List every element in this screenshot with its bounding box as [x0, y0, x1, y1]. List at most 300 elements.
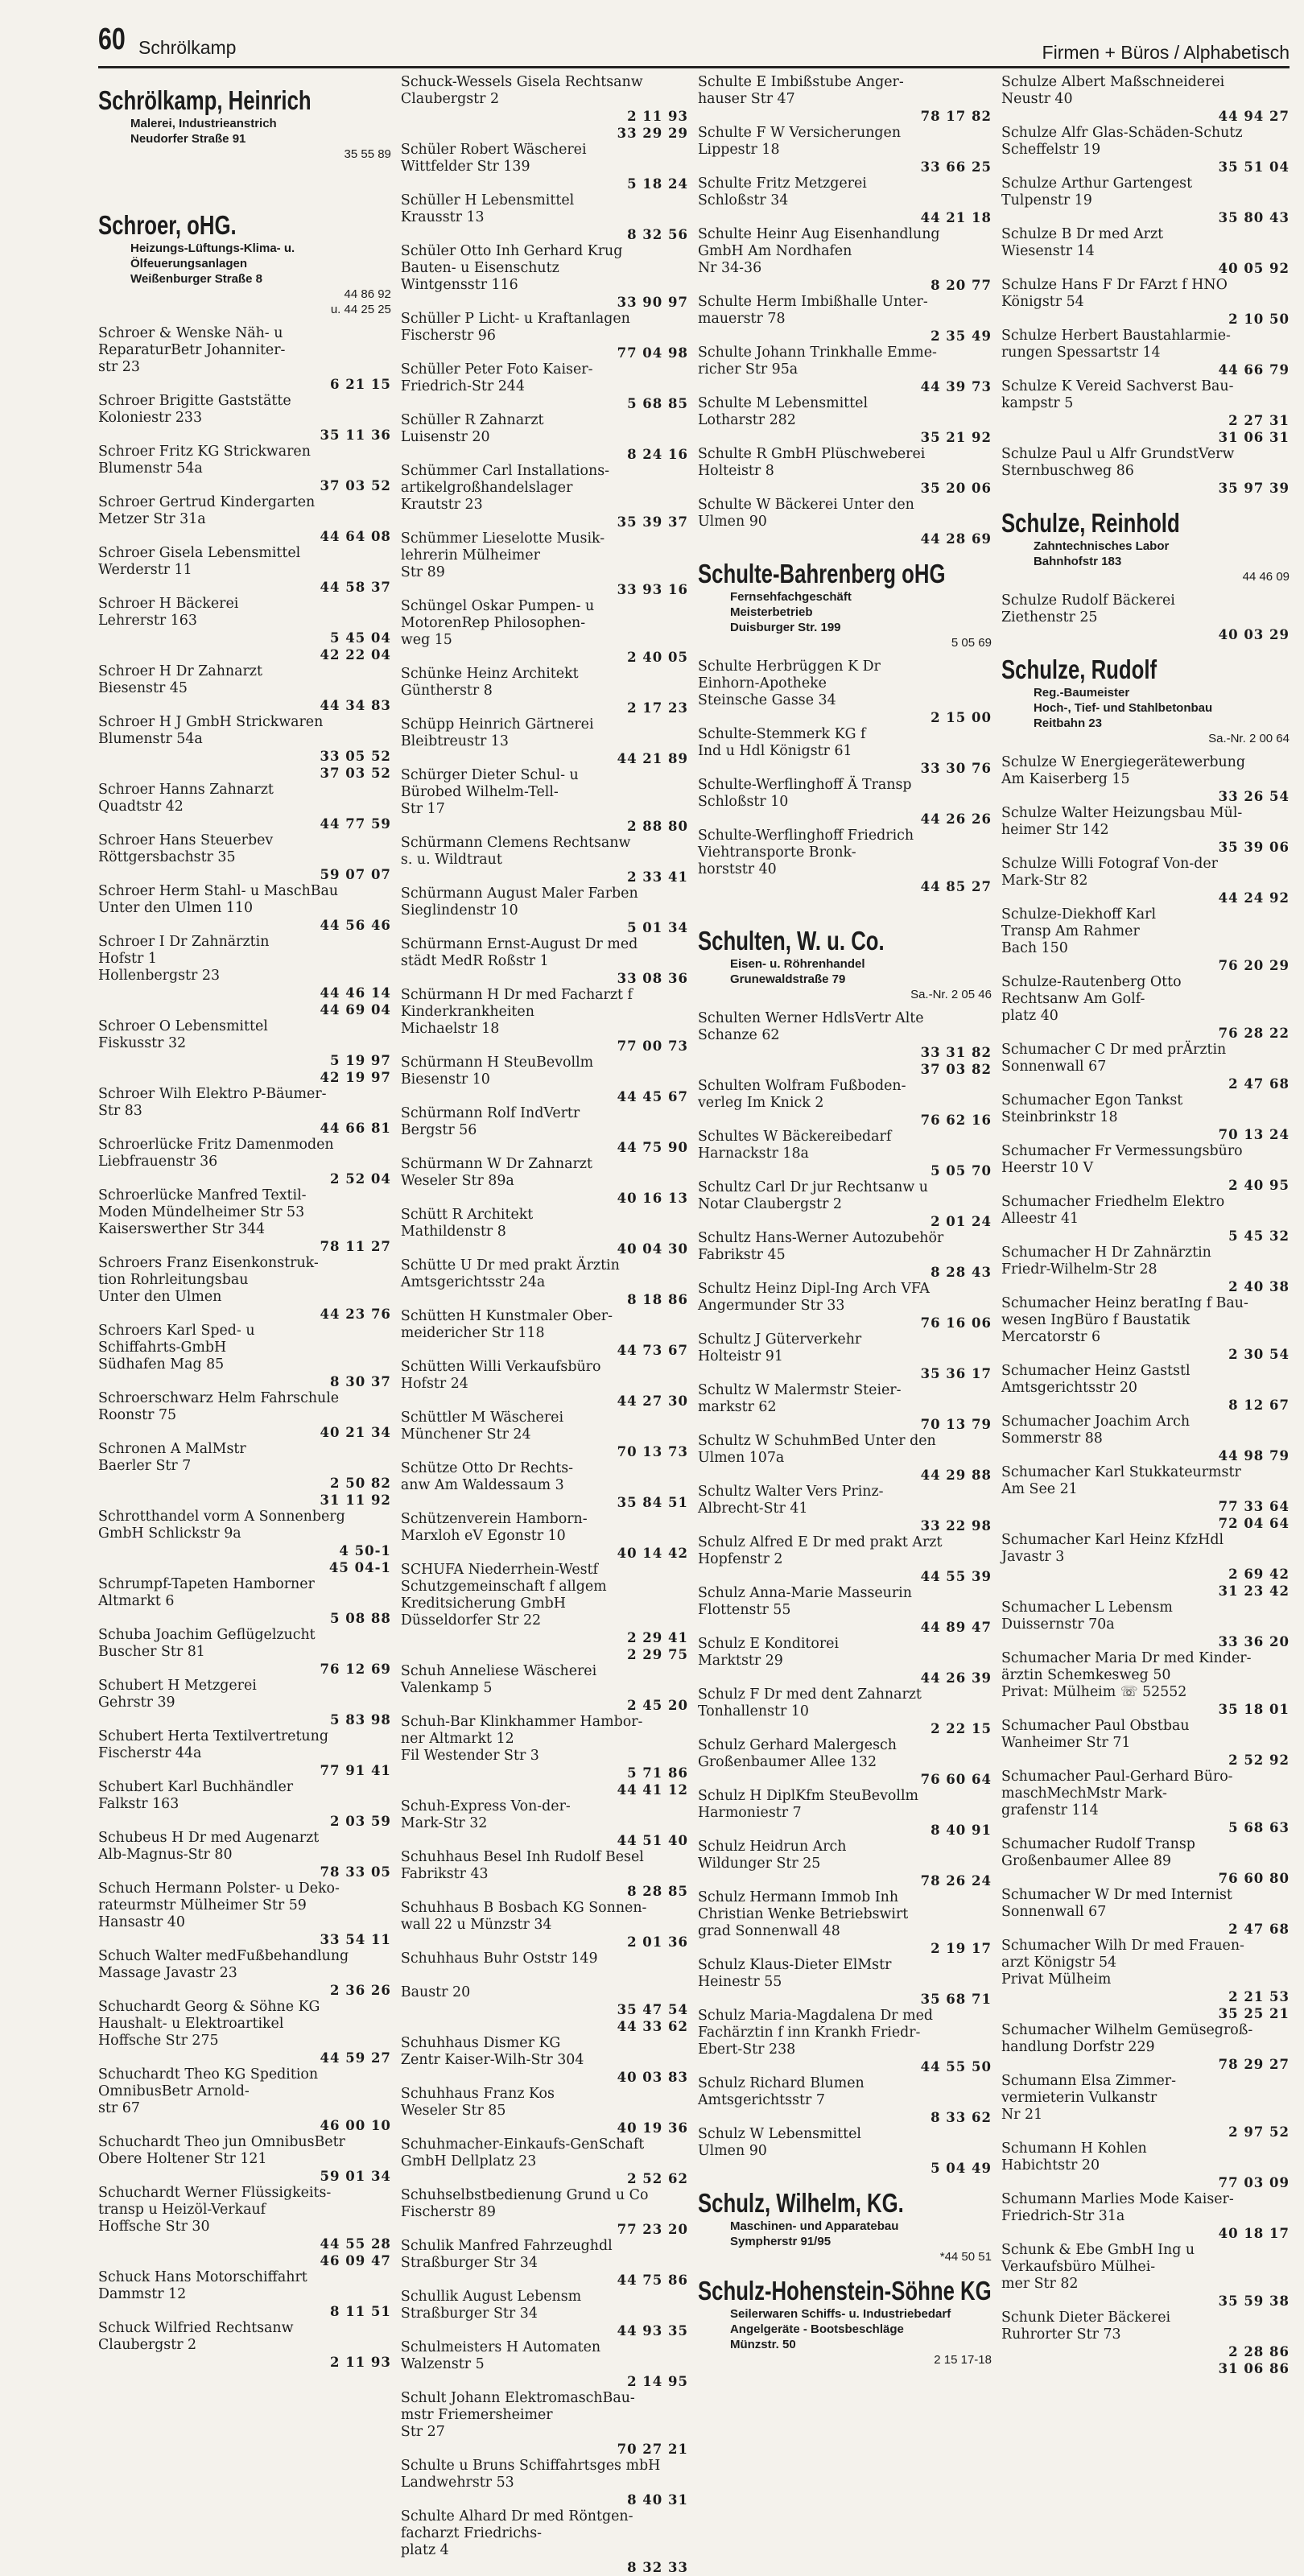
- phone-number: 2 15 17-18: [934, 2353, 992, 2367]
- directory-entry: [698, 1484, 992, 1534]
- directory-entry: [1001, 2022, 1290, 2073]
- entry-name: Schumann Elsa Zimmer-: [1001, 2073, 1176, 2089]
- entry-name: Schulz E Konditorei: [697, 1636, 840, 1652]
- phone-number: 2 19 17: [931, 1941, 992, 1956]
- entry-line: Einhorn-Apotheke: [697, 675, 827, 691]
- phone-number: 44 41 12: [617, 1782, 688, 1798]
- spacer: [98, 189, 391, 199]
- column-3: [693, 74, 997, 2367]
- phone-number: 76 60 64: [920, 1772, 992, 1787]
- entry-name: Schulz Alfred E Dr med prakt Arzt: [697, 1534, 943, 1550]
- display-listing: [698, 2276, 992, 2368]
- directory-entry: [1001, 754, 1290, 805]
- entry-line: MotorenRep Philosophen-: [400, 615, 586, 631]
- directory-entry: [401, 2136, 688, 2187]
- entry-line: Straßburger Str 34: [400, 2255, 538, 2271]
- directory-entry: [698, 125, 992, 175]
- spacer: [698, 895, 992, 905]
- entry-line: Großenbaumer Allee 89: [1001, 1853, 1172, 1869]
- entry-name: Schuhhaus Franz Kos: [400, 2086, 555, 2102]
- directory-entry: [698, 1737, 992, 1788]
- entry-line: Krausstr 13: [400, 209, 485, 225]
- entry-line: ner Altmarkt 12: [400, 1731, 514, 1747]
- entry-line: Liebfrauenstr 36: [98, 1154, 218, 1170]
- directory-entry: [401, 1055, 688, 1105]
- phone-number: 76 62 16: [920, 1113, 992, 1128]
- directory-entry: [98, 494, 391, 545]
- entry-line: Str 17: [400, 801, 445, 817]
- phone-number: 2 52 92: [1228, 1752, 1290, 1768]
- directory-entry: [698, 1331, 992, 1382]
- directory-entry: [698, 1636, 992, 1686]
- directory-entry: [698, 1010, 992, 1078]
- entry-line: Röttgersbachstr 35: [98, 849, 236, 865]
- running-head: Schrölkamp: [138, 37, 237, 58]
- directory-entry: [401, 1511, 688, 1562]
- entry-name: Schulze Arthur Gartengest: [1001, 175, 1193, 192]
- directory-entry: [401, 1308, 688, 1359]
- entry-line: Kaiserswerther Str 344: [98, 1221, 266, 1237]
- entry-name: Schüller P Licht- u Kraftanlagen: [400, 311, 630, 327]
- directory-entry: [698, 1889, 992, 1957]
- directory-entry: [98, 1509, 391, 1576]
- directory-entry: [1001, 226, 1290, 277]
- entry-line: Hofstr 1: [98, 951, 157, 967]
- phone-number: 44 28 69: [920, 531, 992, 547]
- directory-entry: [1001, 1194, 1290, 1245]
- entry-name: Schuba Joachim Geflügelzucht: [98, 1627, 316, 1643]
- phone-number: 78 26 24: [920, 1873, 992, 1889]
- phone-number: 44 33 62: [617, 2019, 688, 2034]
- page-header: [98, 23, 1290, 68]
- directory-entry: [98, 663, 391, 714]
- directory-entry: [1001, 805, 1290, 856]
- entry-line: Viehtransporte Bronk-: [697, 844, 856, 861]
- entry-name: Schumann H Kohlen: [1001, 2140, 1147, 2157]
- phone-number: 40 21 34: [320, 1425, 391, 1440]
- entry-line: handlung Dorfstr 229: [1001, 2039, 1155, 2055]
- phone-number: 59 07 07: [320, 867, 391, 882]
- listing-title: Schulz-Hohenstein-Söhne KG: [697, 2276, 992, 2306]
- phone-number: 44 59 27: [320, 2050, 391, 2066]
- entry-name: Schuchardt Georg & Söhne KG: [98, 1999, 320, 2015]
- entry-line: Flottenstr 55: [697, 1602, 791, 1618]
- entry-line: Ziethenstr 25: [1001, 609, 1098, 625]
- entry-name: Schulze B Dr med Arzt: [1001, 226, 1164, 242]
- directory-entry: [1001, 1718, 1290, 1769]
- entry-name: Schroers Franz Eisenkonstruk-: [98, 1255, 319, 1271]
- entry-line: Massage Javastr 23: [98, 1965, 237, 1981]
- entry-name: Schumacher Egon Tankst: [1001, 1092, 1183, 1108]
- phone-number: *44 50 51: [939, 2250, 992, 2264]
- entry-line: mstr Friemersheimer: [400, 2407, 553, 2423]
- entry-line: Baerler Str 7: [98, 1458, 192, 1474]
- directory-entry: [98, 1187, 391, 1255]
- phone-number: 2 01 24: [931, 1214, 992, 1229]
- directory-entry: [698, 294, 992, 345]
- directory-entry: [698, 175, 992, 226]
- entry-name: Schulte Herm Imbißhalle Unter-: [697, 294, 928, 310]
- entry-name: Schulte Fritz Metzgerei: [697, 175, 867, 192]
- directory-entry: [698, 828, 992, 895]
- phone-number: 5 45 32: [1228, 1228, 1290, 1244]
- entry-name: Schümmer Carl Installations-: [400, 463, 610, 479]
- entry-name: Schulz Anna-Marie Masseurin: [697, 1585, 912, 1601]
- entry-line: tion Rohrleitungsbau: [98, 1272, 249, 1288]
- entry-line: Buscher Str 81: [98, 1644, 205, 1660]
- phone-number: 44 66 81: [320, 1121, 391, 1136]
- entry-line: Ind u Hdl Königstr 61: [697, 743, 852, 759]
- phone-number: 44 69 04: [320, 1002, 391, 1018]
- entry-line: Schutzgemeinschaft f allgem: [400, 1579, 607, 1595]
- entry-line: Wildunger Str 25: [697, 1856, 821, 1872]
- directory-entry: [1001, 1769, 1290, 1836]
- directory-entry: [98, 1779, 391, 1830]
- phone-number: 35 55 89: [344, 147, 391, 161]
- listing-detail: Bahnhofstr 183: [1033, 555, 1122, 568]
- entry-line: Sommerstr 88: [1001, 1430, 1103, 1447]
- entry-line: Blumenstr 54a: [98, 731, 203, 747]
- phone-number: 5 83 98: [330, 1712, 391, 1728]
- entry-line: Walzenstr 5: [400, 2356, 485, 2372]
- entry-name: Schrumpf-Tapeten Hamborner: [98, 1576, 315, 1592]
- entry-line: Bach 150: [1001, 940, 1068, 956]
- entry-line: Südhafen Mag 85: [98, 1356, 225, 1373]
- phone-number: 8 33 62: [931, 2110, 992, 2125]
- entry-name: Schürmann Rolf IndVertr: [400, 1105, 580, 1121]
- directory-entry: [698, 395, 992, 446]
- entry-line: Bauten- u Eisenschutz: [400, 260, 559, 276]
- entry-line: Fischerstr 89: [400, 2204, 496, 2220]
- entry-line: Zentr Kaiser-Wilh-Str 304: [400, 2052, 584, 2068]
- phone-number: 33 30 76: [920, 761, 992, 776]
- directory-entry: [1001, 2191, 1290, 2242]
- entry-line: str 67: [98, 2100, 140, 2116]
- entry-line: grafenstr 114: [1001, 1802, 1099, 1818]
- directory-entry: [401, 716, 688, 767]
- entry-name: Schütten Willi Verkaufsbüro: [400, 1359, 601, 1375]
- directory-entry: [1001, 446, 1290, 497]
- directory-entry: [698, 226, 992, 294]
- entry-line: Unter den Ulmen: [98, 1289, 222, 1305]
- phone-number: 44 55 39: [920, 1569, 992, 1584]
- entry-line: Weseler Str 85: [400, 2103, 506, 2119]
- entry-line: Fischerstr 96: [400, 328, 496, 344]
- phone-number: 5 05 70: [931, 1163, 992, 1179]
- phone-number: 77 00 73: [617, 1038, 688, 1054]
- entry-name: Schubert Herta Textilvertretung: [98, 1728, 328, 1744]
- directory-entry: [1001, 2073, 1290, 2140]
- phone-number: 40 03 29: [1218, 627, 1290, 642]
- entry-name: Schroer O Lebensmittel: [98, 1018, 268, 1034]
- entry-line: Alb-Magnus-Str 80: [98, 1847, 233, 1863]
- spacer: [98, 170, 391, 180]
- phone-number: 2 30 54: [1228, 1347, 1290, 1362]
- entry-name: Schuh-Express Von-der-: [400, 1798, 571, 1814]
- phone-number: 8 32 56: [627, 227, 688, 242]
- entry-line: kampstr 5: [1001, 395, 1074, 411]
- phone-number: 40 03 83: [617, 2070, 688, 2085]
- entry-line: Friedrich-Str 244: [400, 378, 525, 394]
- phone-number: 8 12 67: [1228, 1397, 1290, 1413]
- directory-entry: [698, 446, 992, 497]
- entry-line: Kreditsicherung GmbH: [400, 1596, 566, 1612]
- entry-line: Baustr 20: [400, 1984, 471, 2000]
- directory-entry: [401, 2035, 688, 2086]
- directory-entry: [1001, 1836, 1290, 1887]
- entry-line: Am See 21: [1001, 1481, 1078, 1497]
- page-number: 60: [98, 23, 126, 56]
- phone-number: 33 22 98: [920, 1518, 992, 1534]
- phone-number: 35 51 04: [1218, 159, 1290, 175]
- directory-entry: [1001, 1042, 1290, 1092]
- directory-entry: [401, 2339, 688, 2390]
- entry-line: ärztin Schemkesweg 50: [1001, 1667, 1171, 1683]
- phone-number: 44 46 09: [1242, 570, 1290, 584]
- entry-line: Biesenstr 45: [98, 680, 188, 696]
- entry-line: verleg Im Knick 2: [697, 1095, 824, 1111]
- display-listing: [98, 85, 391, 162]
- listing-title: Schulze, Rudolf: [1001, 654, 1158, 684]
- entry-line: arzt Königstr 54: [1001, 1955, 1117, 1971]
- directory-entry: [1001, 74, 1290, 125]
- entry-line: Duissernstr 70a: [1001, 1616, 1115, 1633]
- phone-number: 40 04 30: [617, 1241, 688, 1257]
- phone-number: 35 36 17: [920, 1366, 992, 1381]
- directory-entry: [98, 393, 391, 444]
- phone-number: 2 27 31: [1228, 413, 1290, 428]
- directory-entry: [1001, 592, 1290, 643]
- directory-entry: [401, 142, 688, 192]
- entry-name: Schüttler M Wäscherei: [400, 1410, 564, 1426]
- directory-entry: [401, 1798, 688, 1849]
- phone-number: 2 69 42: [1228, 1567, 1290, 1582]
- entry-name: Schulmeisters H Automaten: [400, 2339, 601, 2355]
- entry-line: Str 89: [400, 564, 445, 580]
- entry-line: Mark-Str 32: [400, 1815, 488, 1831]
- entry-line: Str 27: [400, 2424, 445, 2440]
- entry-name: Schroerlücke Fritz Damenmoden: [98, 1137, 334, 1153]
- directory-entry: [1001, 1464, 1290, 1532]
- entry-line: Str 83: [98, 1103, 142, 1119]
- directory-entry: [401, 412, 688, 463]
- entry-name: Schulte E Imbißstube Anger-: [697, 74, 904, 90]
- entry-line: Sonnenwall 67: [1001, 1059, 1107, 1075]
- section-title: Firmen + Büros / Alphabetisch: [1042, 42, 1290, 63]
- entry-name: Schulten Wolfram Fußboden-: [697, 1078, 906, 1094]
- directory-entry: [698, 1078, 992, 1129]
- entry-line: Harmoniestr 7: [697, 1805, 802, 1821]
- entry-name: Schrotthandel vorm A Sonnenberg: [98, 1509, 345, 1525]
- directory-entry: [98, 2066, 391, 2134]
- entry-line: Holteistr 8: [697, 463, 774, 479]
- phone-number: 2 88 80: [627, 819, 688, 834]
- phone-number: 8 32 33: [627, 2560, 688, 2575]
- phone-number: 44 46 14: [320, 985, 391, 1001]
- entry-line: GmbH Am Nordhafen: [697, 243, 852, 259]
- directory-entry: [401, 767, 688, 835]
- directory-entry: [401, 311, 688, 361]
- entry-line: Fiskusstr 32: [98, 1035, 187, 1051]
- directory-entry: [401, 1900, 688, 1951]
- entry-name: Schuhselbstbedienung Grund u Co: [400, 2187, 649, 2203]
- directory-entry: [98, 1576, 391, 1627]
- entry-line: meidericher Str 118: [400, 1325, 545, 1341]
- entry-name: Schüller H Lebensmittel: [400, 192, 575, 208]
- phone-number: 33 05 52: [320, 749, 391, 764]
- listing-title: Schulten, W. u. Co.: [697, 926, 885, 956]
- entry-line: Heerstr 10 V: [1001, 1160, 1094, 1176]
- phone-number: 2 40 38: [1228, 1279, 1290, 1294]
- listing-title: Schulz, Wilhelm, KG.: [697, 2188, 904, 2218]
- entry-line: Lippestr 18: [697, 142, 780, 158]
- phone-number: 2 29 41: [627, 1630, 688, 1645]
- directory-entry: [1001, 175, 1290, 226]
- directory-entry: [98, 325, 391, 393]
- directory-entry: [401, 1359, 688, 1410]
- phone-number: 35 11 36: [320, 427, 391, 443]
- listing-detail: Heizungs-Lüftungs-Klima- u.: [130, 242, 295, 255]
- entry-name: Schullik August Lebensm: [400, 2289, 582, 2305]
- entry-line: Lehrerstr 163: [98, 613, 197, 629]
- entry-line: Lotharstr 282: [697, 412, 796, 428]
- phone-number: 5 68 63: [1228, 1820, 1290, 1835]
- phone-number: 2 14 95: [627, 2374, 688, 2389]
- entry-line: Fachärztin f inn Krankh Friedr-: [697, 2025, 921, 2041]
- directory-entry: [1001, 1938, 1290, 2022]
- entry-line: Sternbuschweg 86: [1001, 463, 1134, 479]
- directory-entry: [98, 1137, 391, 1187]
- entry-name: Schultz Walter Vers Prinz-: [697, 1484, 884, 1500]
- phone-number: 44 23 76: [320, 1307, 391, 1322]
- entry-line: Wanheimer Str 71: [1001, 1735, 1131, 1751]
- directory-entry: [98, 1323, 391, 1390]
- entry-name: Schubert Karl Buchhändler: [98, 1779, 294, 1795]
- entry-line: Obere Holtener Str 121: [98, 2151, 267, 2167]
- entry-name: Schroer Brigitte Gaststätte: [98, 393, 291, 409]
- entry-name: Schroer I Dr Zahnärztin: [98, 934, 270, 950]
- phone-number: 35 21 92: [920, 430, 992, 445]
- phone-number: 8 24 16: [627, 447, 688, 462]
- entry-line: Christian Wenke Betriebswirt: [697, 1906, 909, 1922]
- directory-entry: [698, 345, 992, 395]
- entry-line: wesen IngBüro f Baustatik: [1001, 1312, 1191, 1328]
- listing-detail: Seilerwaren Schiffs- u. Industriebedarf: [729, 2307, 951, 2321]
- column-2: [396, 74, 693, 2575]
- phone-number: 8 18 86: [627, 1292, 688, 1307]
- entry-name: Schunk & Ebe GmbH Ing u: [1001, 2242, 1195, 2258]
- phone-number: 44 56 46: [320, 918, 391, 933]
- entry-name: Schumacher Joachim Arch: [1001, 1414, 1191, 1430]
- entry-line: Biesenstr 10: [400, 1071, 490, 1088]
- directory-entry: [698, 497, 992, 547]
- display-listing: [1001, 508, 1290, 584]
- listing-detail: Eisen- u. Röhrenhandel: [729, 957, 865, 971]
- entry-line: Wiesenstr 14: [1001, 243, 1095, 259]
- entry-line: Schloßstr 10: [697, 794, 789, 810]
- entry-line: grad Sonnenwall 48: [697, 1923, 840, 1939]
- directory-entry: [401, 2086, 688, 2136]
- phone-number: 2 40 05: [627, 650, 688, 665]
- entry-name: Schulte u Bruns Schiffahrtsges mbH: [400, 2458, 661, 2474]
- entry-name: Schulz Hermann Immob Inh: [697, 1889, 899, 1905]
- directory-entry: [401, 987, 688, 1055]
- directory-entry: [1001, 277, 1290, 328]
- phone-number: 44 93 35: [617, 2323, 688, 2339]
- entry-line: Hollenbergstr 23: [98, 968, 221, 984]
- directory-entry: [1001, 1532, 1290, 1600]
- phone-number: 46 09 47: [320, 2253, 391, 2268]
- phone-number: 44 21 18: [920, 210, 992, 225]
- phone-number: 33 26 54: [1218, 789, 1290, 804]
- entry-line: Blumenstr 54a: [98, 460, 203, 477]
- entry-line: Heinestr 55: [697, 1974, 782, 1990]
- phone-number: 2 40 95: [1228, 1178, 1290, 1193]
- phone-number: 44 26 26: [920, 811, 992, 827]
- phone-number: 35 97 39: [1218, 481, 1290, 496]
- directory-entry: [1001, 1887, 1290, 1938]
- entry-line: Claubergstr 2: [98, 2337, 197, 2353]
- phone-number: 44 29 88: [920, 1468, 992, 1483]
- phone-number: 2 33 41: [627, 869, 688, 885]
- entry-name: Schulze Herbert Baustahlarmie-: [1001, 328, 1231, 344]
- entry-line: Fil Westender Str 3: [400, 1748, 539, 1764]
- phone-number: 37 03 52: [320, 766, 391, 781]
- entry-name: Schürmann Ernst-August Dr med: [400, 936, 638, 952]
- listing-detail: Fernsehfachgeschäft: [729, 590, 852, 604]
- directory-entry: [698, 2008, 992, 2075]
- phone-number: 35 59 38: [1218, 2293, 1290, 2309]
- entry-line: Scheffelstr 19: [1001, 142, 1101, 158]
- entry-line: Ulmen 90: [697, 2143, 767, 2159]
- entry-name: Schronen A MalMstr: [98, 1441, 246, 1457]
- entry-line: Hansastr 40: [98, 1914, 185, 1930]
- entry-line: Unter den Ulmen 110: [98, 900, 254, 916]
- entry-name: Schützenverein Hamborn-: [400, 1511, 588, 1527]
- directory-entry: [98, 2269, 391, 2320]
- phone-number: 5 05 69: [951, 636, 992, 650]
- entry-name: Schünke Heinz Architekt: [400, 666, 579, 682]
- entry-name: Schütt R Architekt: [400, 1207, 534, 1223]
- phone-number: 40 14 42: [617, 1546, 688, 1561]
- entry-line: Moden Mündelheimer Str 53: [98, 1204, 305, 1220]
- entry-line: Koloniestr 233: [98, 410, 203, 426]
- phone-number: 76 60 80: [1218, 1871, 1290, 1886]
- directory-entry: [401, 192, 688, 243]
- entry-line: ReparaturBetr Johanniter-: [98, 342, 286, 358]
- phone-number: 44 94 27: [1218, 109, 1290, 124]
- entry-name: Schultz Carl Dr jur Rechtsanw u: [697, 1179, 928, 1195]
- entry-name: Schuch Walter medFußbehandlung: [98, 1948, 349, 1964]
- entry-line: Marktstr 29: [697, 1653, 783, 1669]
- directory-entry: [98, 1390, 391, 1441]
- entry-line: [401, 1967, 688, 1984]
- phone-number: 2 47 68: [1228, 1922, 1290, 1937]
- phone-number: 40 19 36: [617, 2120, 688, 2136]
- phone-number: 76 28 22: [1218, 1026, 1290, 1041]
- directory-entry: [1001, 1414, 1290, 1464]
- phone-number: 8 30 37: [330, 1374, 391, 1389]
- entry-name: Schuhhaus Dismer KG: [400, 2035, 561, 2051]
- phone-number: Sa.-Nr. 2 05 46: [910, 988, 992, 1001]
- entry-line: Hoffsche Str 275: [98, 2033, 219, 2049]
- directory-entry: [401, 2458, 688, 2508]
- directory-entry: [401, 74, 688, 142]
- directory-entry: [1001, 1650, 1290, 1718]
- directory-entry: [698, 1585, 992, 1636]
- directory-entry: [98, 2185, 391, 2269]
- entry-line: Falkstr 163: [98, 1796, 180, 1812]
